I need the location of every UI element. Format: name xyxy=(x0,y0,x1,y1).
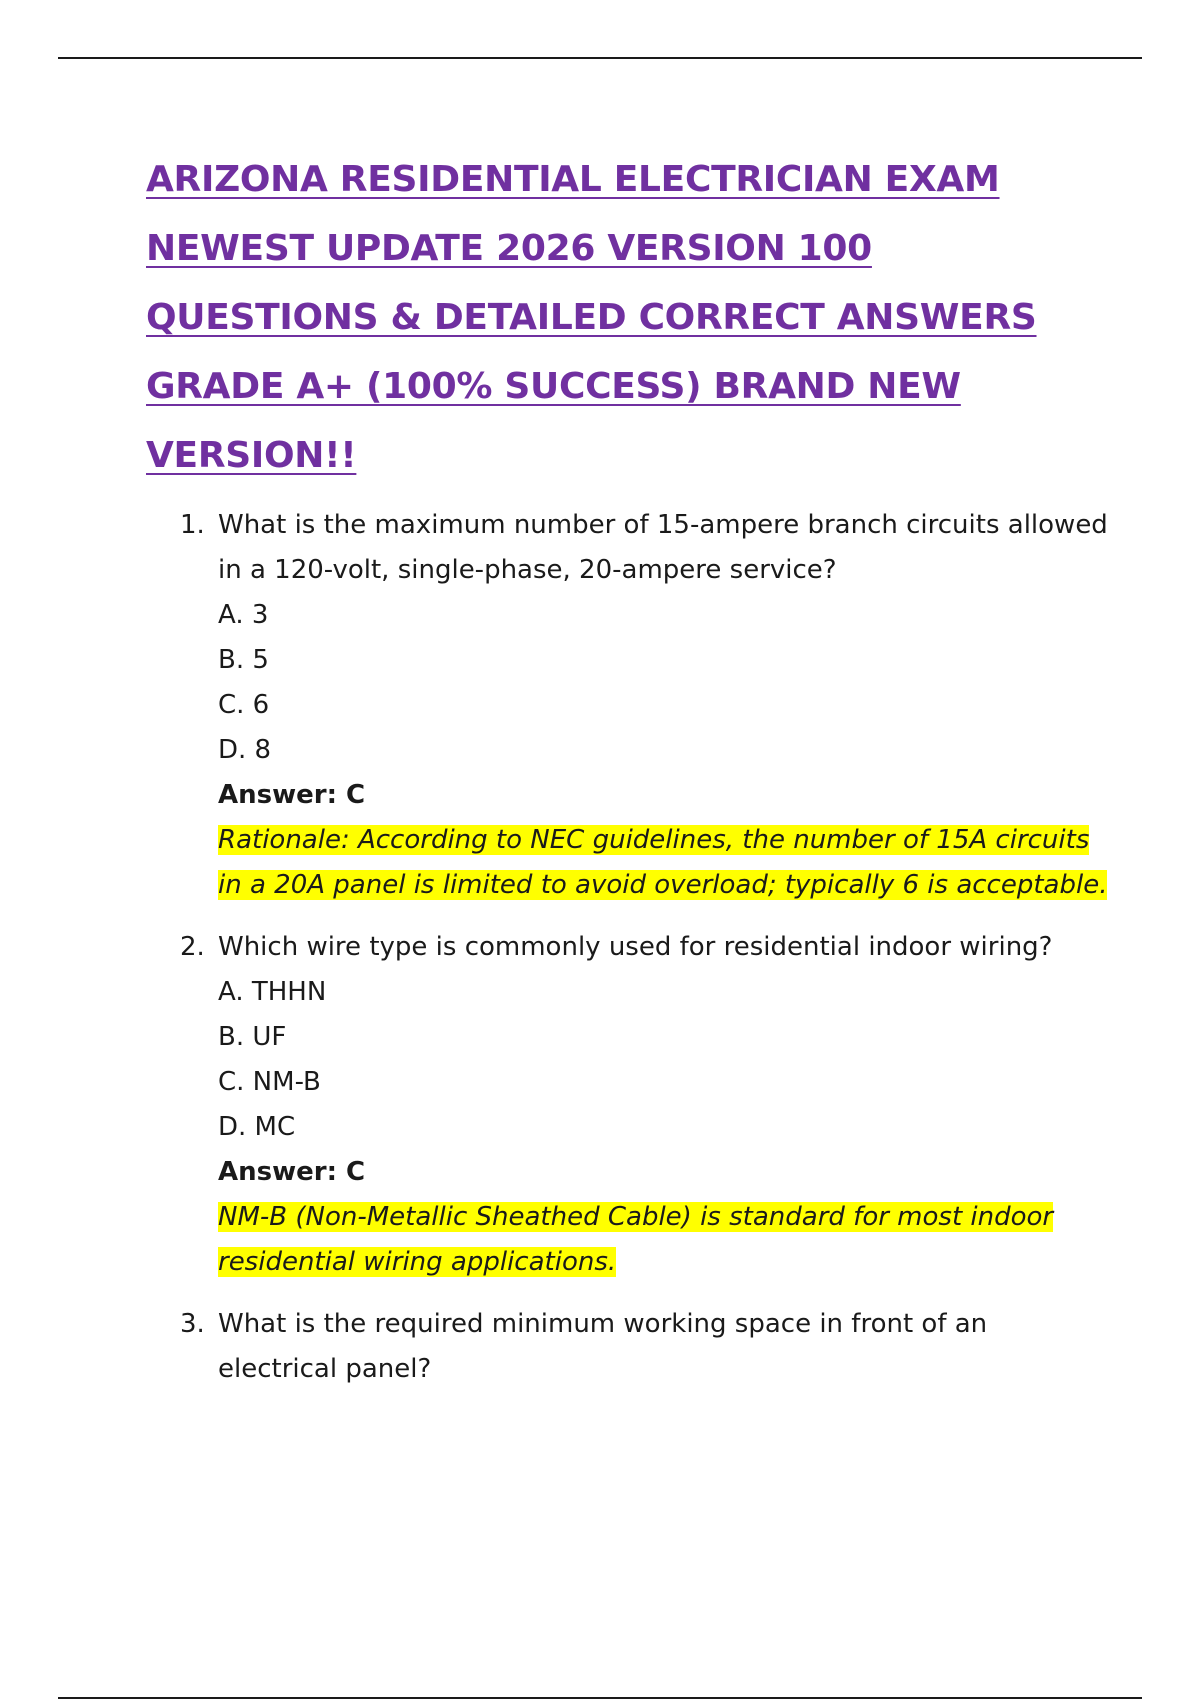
answer-option: A. THHN xyxy=(218,977,327,1007)
rationale-highlight: Rationale: According to NEC guidelines, the number of 15A circuits in a 20A panel is limited to avoid overload; typically 6 is acceptable. xyxy=(218,825,1108,900)
title-line: GRADE A+ (100% SUCCESS) BRAND NEW xyxy=(146,366,961,407)
question-text: Which wire type is commonly used for residential indoor wiring? xyxy=(218,932,1053,962)
question-number: 3. xyxy=(180,1309,205,1339)
question-item xyxy=(178,1302,1108,1392)
correct-answer: Answer: C xyxy=(218,780,366,810)
answer-option: D. 8 xyxy=(218,735,272,765)
answer-option: D. MC xyxy=(218,1112,296,1142)
answer-option: A. 3 xyxy=(218,600,269,630)
rationale-text xyxy=(218,818,1108,908)
document-title xyxy=(146,145,1066,490)
question-item xyxy=(178,925,1108,1285)
title-line: VERSION!! xyxy=(146,435,357,476)
question-text: What is the required minimum working space in front of an electrical panel? xyxy=(218,1309,988,1384)
rationale-highlight: NM-B (Non-Metallic Sheathed Cable) is standard for most indoor residential wiring applications. xyxy=(218,1202,1054,1277)
footer-rule xyxy=(58,1697,1142,1699)
question-number: 2. xyxy=(180,932,205,962)
answer-option: C. 6 xyxy=(218,690,270,720)
header-rule xyxy=(58,57,1142,59)
question-list xyxy=(178,503,1108,1409)
answer-option: C. NM-B xyxy=(218,1067,321,1097)
question-number: 1. xyxy=(180,510,205,540)
rationale-text xyxy=(218,1195,1108,1285)
title-line: QUESTIONS & DETAILED CORRECT ANSWERS xyxy=(146,297,1037,338)
answer-option: B. UF xyxy=(218,1022,287,1052)
correct-answer: Answer: C xyxy=(218,1157,366,1187)
title-line: ARIZONA RESIDENTIAL ELECTRICIAN EXAM xyxy=(146,159,1000,200)
question-item xyxy=(178,503,1108,908)
question-text: What is the maximum number of 15-ampere branch circuits allowed in a 120-volt, single-phase, 20-ampere service? xyxy=(218,510,1108,585)
title-line: NEWEST UPDATE 2026 VERSION 100 xyxy=(146,228,872,269)
answer-option: B. 5 xyxy=(218,645,269,675)
